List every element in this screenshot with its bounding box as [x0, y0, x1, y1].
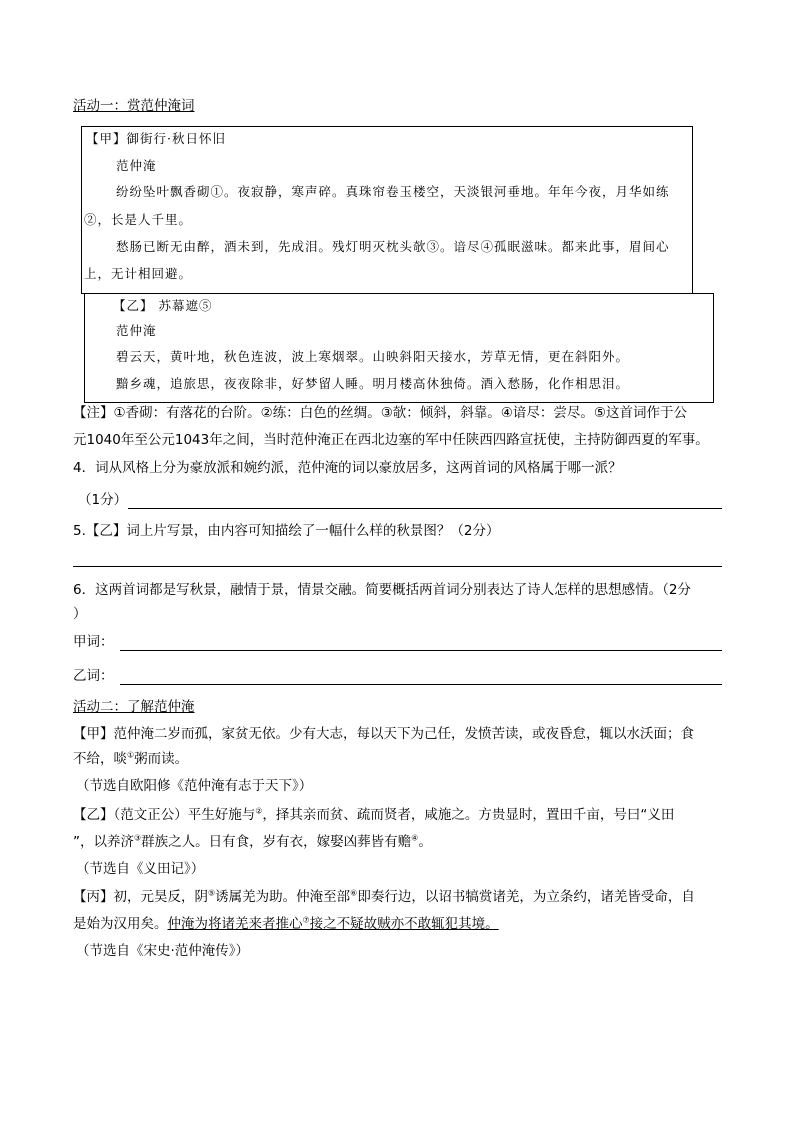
note-marker: ⑤	[208, 888, 216, 898]
note-marker: ⑥	[350, 888, 358, 898]
answer-line-poem-a[interactable]	[120, 650, 722, 651]
answer-line-q4[interactable]	[128, 508, 722, 509]
poem-b-line: 黯乡魂，追旅思，夜夜除非，好梦留人睡。明月楼高休独倚。酒入愁肠，化作相思泪。	[116, 376, 630, 391]
source-b: （节选自《义田记》）	[76, 861, 205, 877]
poem-a-author: 范仲淹	[116, 158, 157, 173]
notes-line: 【注】①香砌：有落花的台阶。②练：白色的丝绸。③欹：倾斜，斜靠。④谙尽：尝尽。⑤这首词作于公	[73, 405, 688, 421]
underlined-sentence: 仲淹为将诸羌来者推心⑦接之不疑故贼亦不敢辄犯其境。	[167, 915, 499, 932]
question-6-cont: ）	[73, 606, 87, 622]
text-a-line: 【甲】范仲淹二岁而孤，家贫无依。少有大志，每以天下为己任，发愤苦读，或夜昏怠，辄以水沃面；食	[73, 726, 694, 742]
text-b-line: ”，以养济③群族之人。日有食，岁有衣，嫁娶凶葬皆有赡④。	[73, 833, 432, 850]
source-a: （节选自欧阳修《范仲淹有志于天下》）	[76, 778, 313, 794]
note-marker: ④	[411, 833, 419, 843]
note-marker: ①	[127, 750, 135, 760]
question-4-points: （1分）	[78, 492, 128, 508]
text-c-line: 是始为汉用矣。仲淹为将诸羌来者推心⑦接之不疑故贼亦不敢辄犯其境。	[73, 915, 499, 932]
note-marker: ②	[255, 806, 263, 816]
question-5: 5.【乙】词上片写景，由内容可知描绘了一幅什么样的秋景图？（2分）	[73, 523, 500, 539]
answer-b-label: 乙词：	[73, 668, 114, 684]
poem-a-box	[81, 126, 693, 294]
text-a-line: 不给，啖①粥而读。	[73, 750, 189, 767]
note-marker: ⑦	[302, 915, 310, 925]
poem-a-line: 愁肠已断无由醉，酒未到，先成泪。残灯明灭枕头欹③。谙尽④孤眠滋味。都来此事，眉间心	[116, 239, 670, 254]
poem-a-line: ②，长是人千里。	[84, 212, 193, 227]
answer-line-poem-b[interactable]	[120, 684, 722, 685]
question-4: 4．词从风格上分为豪放派和婉约派，范仲淹的词以豪放居多，这两首词的风格属于哪一派？	[73, 460, 622, 476]
poem-b-line: 碧云天，黄叶地，秋色连波，波上寒烟翠。山映斜阳天接水，芳草无情，更在斜阳外。	[116, 349, 630, 364]
note-marker: ③	[134, 833, 142, 843]
poem-a-line: 纷纷坠叶飘香砌①。夜寂静，寒声碎。真珠帘卷玉楼空，天淡银河垂地。年年今夜，月华如练	[116, 184, 670, 199]
text-c-line: 【丙】初，元昊反，阴⑤诱属羌为助。仲淹至部⑥即奏行边，以诏书犒赏诸羌，为立条约，诸羌皆受命，自	[73, 888, 695, 905]
text-b-line: 【乙】（范文正公）平生好施与②，择其亲而贫、疏而贤者，咸施之。方贵显时，置田千亩，号曰“义田	[73, 806, 675, 823]
answer-a-label: 甲词：	[73, 634, 114, 650]
poem-b-author: 范仲淹	[116, 323, 157, 338]
source-c: （节选自《宋史·范仲淹传》）	[76, 943, 250, 959]
poem-b-box	[84, 293, 714, 403]
poem-a-title: 【甲】御街行·秋日怀旧	[86, 131, 226, 146]
poem-a-line: 上，无计相回避。	[84, 266, 193, 281]
answer-line-q5[interactable]	[73, 566, 722, 567]
poem-b-title: 【乙】 苏幕遮⑤	[113, 298, 213, 313]
question-6: 6．这两首词都是写秋景，融情于景，情景交融。简要概括两首词分别表达了诗人怎样的思想感情。（2分	[73, 582, 691, 598]
activity2-heading: 活动二：了解范仲淹	[73, 699, 195, 715]
notes-line: 元1040年至公元1043年之间，当时范仲淹正在西北边塞的军中任陕西四路宣抚使，主持防御西夏的军事。	[73, 432, 709, 448]
activity1-heading: 活动一：赏范仲淹词	[73, 98, 195, 114]
